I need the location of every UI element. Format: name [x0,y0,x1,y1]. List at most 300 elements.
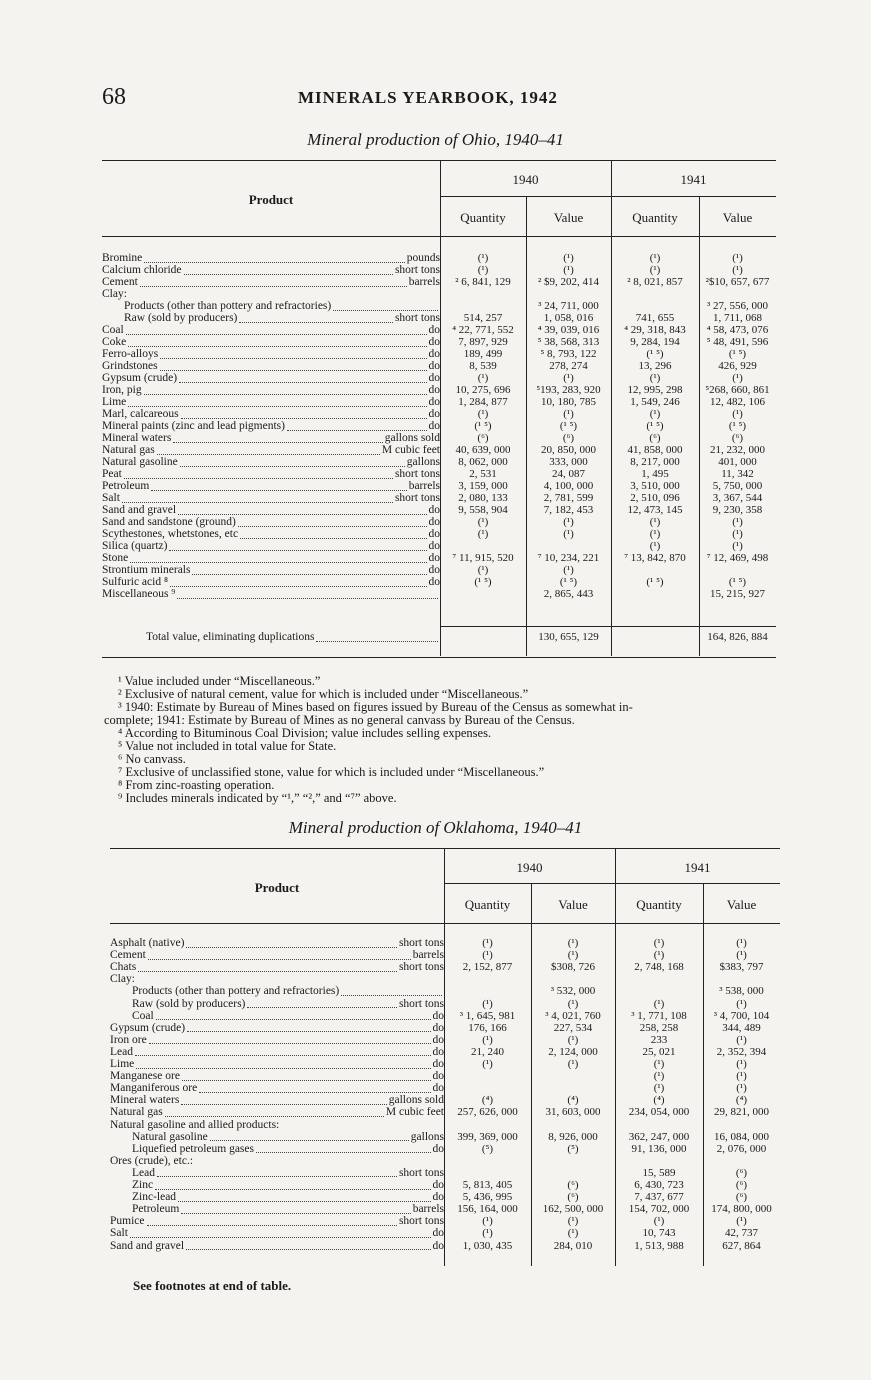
table-cell: ² 8, 021, 857 [627,276,683,288]
table-row-label [110,1216,444,1228]
table-cell: 2, 076, 000 [716,1142,767,1155]
product-name: Calcium chloride [102,264,182,276]
table-cell: 20, 850, 000 [541,444,596,456]
product-name: Zinc [132,1179,154,1191]
footnote-line: ⁶ No canvass. [118,752,186,766]
table-cell: 156, 164, 000 [457,1203,518,1216]
table-cell: 344, 489 [722,1021,761,1034]
table-cell: (¹) [732,528,743,540]
product-name: Zinc-lead [132,1191,177,1204]
table-cell: (¹) [482,1058,493,1070]
table-cell: 2, 152, 877 [462,961,513,974]
table-cell: 399, 369, 000 [457,1130,518,1143]
oklahoma-header-year-1941: 1941 [684,860,711,875]
table-cell: ² 6, 841, 129 [455,276,511,288]
table-row-label [102,517,440,529]
product-name: Sand and gravel [102,504,177,516]
table-cell: (¹) [649,252,661,264]
product-name: Salt [110,1227,128,1240]
product-unit: do [428,420,440,432]
product-name: Marl, calcareous [102,408,179,420]
table-cell: 2, 352, 394 [716,1045,767,1058]
product-name: Products (other than pottery and refractories) [124,300,332,312]
table-cell: (¹) [563,372,574,384]
table-cell: (¹) [736,1215,747,1228]
table-cell: 2, 748, 168 [634,961,684,974]
table-cell: (¹) [482,1033,493,1046]
table-cell: ³ 1, 771, 108 [631,1009,687,1022]
product-name: Liquefied petroleum gases [132,1142,254,1155]
ohio-header-value-1941: Value [722,210,753,225]
product-name: Lime [110,1058,135,1070]
table-cell: (⁴) [653,1094,665,1107]
table-cell: 12, 473, 145 [627,504,683,516]
table-row-label [132,986,444,998]
table-cell: 154, 702, 000 [628,1203,690,1216]
product-unit: do [428,324,440,336]
product-unit: do [432,1227,444,1240]
table-cell: 25, 021 [642,1045,676,1058]
table-cell: (⁴) [567,1094,579,1107]
table-cell: 514, 257 [463,312,503,324]
table-cell: ³ 4, 021, 760 [545,1009,601,1022]
table-cell: (¹) [567,937,579,949]
table-cell: (¹) [736,949,747,962]
product-unit: short tons [398,997,444,1010]
table-row-label [110,950,444,962]
product-name: Stone [102,552,129,564]
table-cell: (¹) [736,1082,747,1095]
table-cell: 7, 182, 453 [543,504,594,516]
oklahoma-header-quantity-1940: Quantity [464,897,511,912]
table-cell: 8, 062, 000 [458,456,508,468]
table-row-label [102,589,440,601]
oklahoma-header-product: Product [254,880,300,895]
table-row-label [110,938,444,950]
table-cell: 627, 864 [722,1239,761,1252]
oklahoma-header-rule [110,923,780,924]
footnote-line: ⁵ Value not included in total value for State. [118,739,337,753]
table-cell: ³ 1, 645, 981 [459,1009,516,1022]
table-row-label [102,253,440,265]
table-row-label [102,577,440,589]
product-unit: do [428,516,440,528]
table-cell: 741, 655 [635,312,675,324]
table-cell: (¹) [649,528,661,540]
product-unit: short tons [398,1166,444,1179]
footnote-line: ¹ Value included under “Miscellaneous.” [118,674,321,688]
table-row-label [124,301,440,313]
table-cell: 3, 367, 544 [712,492,763,504]
product-unit: gallons [410,1130,444,1143]
table-cell: ²$10, 657, 677 [705,276,770,288]
table-cell: 7, 437, 677 [634,1191,684,1204]
product-unit: do [428,564,440,576]
table-row-label [102,433,440,445]
table-cell: 21, 232, 000 [710,444,765,456]
product-name: Manganiferous ore [110,1082,198,1095]
table-cell: (¹) [567,949,579,962]
product-unit: short tons [398,1215,444,1228]
product-name: Sand and gravel [110,1239,185,1252]
product-name: Natural gasoline [132,1130,208,1143]
table-cell: (¹ ⁵) [646,576,664,588]
table-cell: 11, 342 [721,468,754,480]
table-cell: 5, 750, 000 [712,480,763,492]
table-cell: 5, 813, 405 [462,1179,513,1191]
table-cell: ⁴ 39, 039, 016 [537,324,600,336]
table-cell: 15, 215, 927 [710,588,765,600]
table-cell: 8, 926, 000 [548,1130,598,1143]
table-cell: 2, 510, 096 [630,492,680,504]
table-cell: ⁷ 12, 469, 498 [706,552,769,564]
table-row-label [102,397,440,409]
table-row-label [102,373,440,385]
product-unit: do [428,372,440,384]
table-cell: ⁴ 22, 771, 552 [452,324,514,336]
product-name: Cement [110,949,146,962]
product-name: Asphalt (native) [110,937,185,949]
table-cell: $308, 726 [551,961,595,974]
oklahoma-table-title: Mineral production of Oklahoma, 1940–41 [288,818,583,837]
table-cell: 227, 534 [553,1021,593,1034]
product-unit: do [432,1142,444,1155]
product-name: Ores (crude), etc.: [110,1154,194,1167]
table-cell: 41, 858, 000 [627,444,683,456]
table-cell: 4, 100, 000 [543,480,594,492]
table-cell: (⁶) [735,1166,748,1179]
table-cell: (¹) [653,1058,665,1070]
table-cell: ³ 538, 000 [719,985,764,998]
oklahoma-header-value-1941: Value [726,897,757,912]
table-cell: ⁴ 29, 318, 843 [624,324,686,336]
table-cell: (¹) [477,516,489,528]
table-cell: 8, 217, 000 [630,456,680,468]
table-row-label [102,565,440,577]
product-name: Cement [102,276,138,288]
product-unit: do [428,576,440,588]
product-name: Peat [102,468,122,480]
table-cell: 333, 000 [549,456,588,468]
table-cell: 6, 430, 723 [634,1179,684,1191]
table-cell: (¹) [736,1070,747,1083]
table-row-label [110,1071,444,1083]
table-cell: ³ 24, 711, 000 [538,300,599,312]
product-name: Clay: [110,973,135,986]
product-unit: do [432,1179,444,1191]
table-cell: 12, 482, 106 [710,396,765,408]
table-cell: 278, 274 [549,360,588,372]
table-row-label [102,349,440,361]
table-row-label [102,553,440,565]
table-cell: 1, 513, 988 [634,1239,684,1252]
table-cell: 3, 510, 000 [630,480,680,492]
product-name: Lead [132,1166,155,1179]
product-unit: do [432,1082,444,1095]
table-cell: (¹) [567,1058,579,1070]
table-cell: ⁷ 13, 842, 870 [624,552,686,564]
product-name: Pumice [110,1215,145,1228]
oklahoma-year-rule [444,883,780,884]
table-cell: (⁴) [735,1094,748,1107]
table-row-label [102,265,440,277]
table-cell: 40, 639, 000 [455,444,511,456]
table-cell: (⁶) [567,1179,579,1191]
table-row-label [132,999,444,1011]
ohio-total-rule [440,626,776,627]
table-row-label [102,361,440,373]
ohio-header-rule [102,236,776,237]
table-row-label [110,1120,444,1132]
product-name: Strontium minerals [102,564,191,576]
table-row-label [110,1241,444,1253]
product-unit: short tons [398,961,444,974]
table-row-label [110,1107,444,1119]
table-cell: ³ 532, 000 [550,985,596,998]
product-name: Silica (quartz) [102,540,168,552]
table-cell: (¹ ⁵) [728,348,747,360]
table-cell: 15, 589 [642,1166,676,1179]
table-cell: ⁵ 8, 793, 122 [540,348,597,360]
table-row-label [110,1059,444,1071]
table-cell: 2, 781, 599 [543,492,594,504]
product-unit: gallons sold [384,432,440,444]
product-name: Gypsum (crude) [102,372,178,384]
table-row-label [132,1011,444,1023]
table-cell: (¹) [567,1033,579,1046]
table-cell: (¹) [477,372,489,384]
table-cell: 10, 275, 696 [455,384,511,396]
table-row-label [102,541,440,553]
table-cell: (¹) [736,937,747,949]
ohio-bottom-rule [102,657,776,658]
table-cell: 162, 500, 000 [542,1203,604,1216]
product-unit: short tons [394,492,440,504]
product-unit: do [432,1191,444,1204]
table-cell: ³ 4, 700, 104 [713,1009,770,1022]
table-row-label [110,1156,444,1168]
table-cell: (¹) [567,1227,579,1240]
product-unit: do [428,360,440,372]
footnote-line: ² Exclusive of natural cement, value for which is included under “Miscellaneous.” [118,687,529,701]
ohio-year-rule [440,196,776,197]
table-row-label [102,529,440,541]
table-cell: (¹) [477,408,489,420]
product-name: Mineral paints (zinc and lead pigments) [102,420,285,432]
ohio-table-title: Mineral production of Ohio, 1940–41 [307,130,564,149]
table-cell: 2, 080, 133 [458,492,508,504]
table-cell: 1, 030, 435 [462,1239,513,1252]
table-row-label [102,481,440,493]
table-cell: 91, 136, 000 [631,1142,687,1155]
product-name: Coke [102,336,127,348]
table-cell: 1, 058, 016 [543,312,594,324]
table-row-label [102,277,440,289]
product-unit: do [428,540,440,552]
table-cell: (⁵) [481,1142,494,1155]
ohio-total-1941: 164, 826, 884 [707,631,768,643]
table-cell: ⁵193, 283, 920 [536,384,601,396]
table-cell: (¹ ⁵) [728,576,747,588]
footnote-line: ⁸ From zinc-roasting operation. [118,778,275,792]
product-unit: do [432,1021,444,1034]
ohio-header-product: Product [248,192,294,207]
table-cell: ⁴ 58, 473, 076 [706,324,769,336]
table-cell: 9, 284, 194 [630,336,680,348]
table-row-label [110,1023,444,1035]
table-row-label [102,457,440,469]
table-cell: (¹) [649,540,661,552]
ohio-header-quantity-1941: Quantity [632,210,678,225]
table-cell: (¹) [732,252,743,264]
ohio-total-label: Total value, eliminating duplications [146,631,315,643]
footnote-line: ⁹ Includes minerals indicated by “¹,” “²,” and “⁷” above. [118,791,397,805]
product-name: Natural gas [110,1106,163,1119]
oklahoma-header-quantity-1941: Quantity [636,897,682,912]
table-row-label [110,1083,444,1095]
table-cell: (¹) [563,564,574,576]
product-unit: short tons [394,264,440,276]
table-cell: 284, 010 [553,1239,593,1252]
product-name: Mineral waters [110,1094,180,1107]
product-unit: do [432,1239,444,1252]
table-cell: (¹) [567,1215,579,1228]
product-name: Grindstones [102,360,158,372]
table-row-label [102,445,440,457]
table-row-label [102,409,440,421]
product-unit: do [428,504,440,516]
table-cell: (⁶) [562,432,575,444]
table-cell: 12, 995, 298 [627,384,683,396]
table-row-label [132,1132,444,1144]
product-name: Raw (sold by producers) [132,997,246,1010]
table-row-label [110,1095,444,1107]
table-cell: 1, 711, 068 [712,312,763,324]
table-cell: 7, 897, 929 [458,336,508,348]
table-row-label [132,1180,444,1192]
product-unit: short tons [394,468,440,480]
product-name: Clay: [102,288,127,300]
product-unit: barrels [412,949,444,962]
table-cell: (¹) [482,997,493,1010]
table-cell: (¹ ⁵) [646,348,664,360]
table-cell: 1, 495 [641,468,669,480]
product-unit: M cubic feet [381,444,440,456]
table-cell: 5, 436, 995 [462,1191,513,1204]
table-cell: 2, 124, 000 [548,1045,598,1058]
table-cell: (¹) [482,1227,493,1240]
table-cell: (⁶) [649,432,661,444]
table-cell: 13, 296 [638,360,672,372]
product-name: Manganese ore [110,1070,180,1083]
product-unit: barrels [408,480,440,492]
table-cell: ⁷ 11, 915, 520 [452,552,514,564]
ohio-total-row [146,632,440,644]
product-name: Lead [110,1045,133,1058]
table-cell: (¹) [482,1215,493,1228]
product-name: Bromine [102,252,143,264]
table-cell: (¹) [736,1058,747,1070]
table-cell: (⁵) [567,1142,579,1155]
table-row-label [102,493,440,505]
product-name: Products (other than pottery and refractories) [132,985,340,998]
table-cell: (¹ ⁵) [474,576,492,588]
table-row-label [124,313,440,325]
table-cell: (¹) [653,997,665,1010]
table-cell: 234, 054, 000 [628,1106,690,1119]
product-unit: do [428,396,440,408]
table-cell: (¹ ⁵) [559,576,578,588]
product-unit: do [432,1070,444,1083]
table-cell: (¹) [736,997,747,1010]
product-unit: do [428,384,440,396]
table-cell: (¹ ⁵) [728,420,747,432]
footnote-line: ³ 1940: Estimate by Bureau of Mines based on figures issued by Bureau of the Census as somewhat in- [118,700,633,714]
table-cell: ² $9, 202, 414 [537,276,600,288]
product-unit: do [432,1045,444,1058]
table-cell: 31, 603, 000 [545,1106,601,1119]
product-unit: pounds [406,252,440,264]
product-name: Petroleum [132,1203,180,1216]
product-unit: short tons [398,937,444,949]
table-cell: ³ 27, 556, 000 [706,300,769,312]
ohio-header-year-1941: 1941 [680,172,707,187]
product-name: Salt [102,492,120,504]
product-unit: short tons [394,312,440,324]
table-cell: (¹) [732,516,743,528]
table-cell: (¹) [563,252,574,264]
table-cell: (⁴) [481,1094,494,1107]
product-name: Ferro-alloys [102,348,159,360]
table-cell: (¹) [732,408,743,420]
table-cell: (¹) [477,252,489,264]
product-name: Natural gasoline [102,456,178,468]
product-name: Sand and sandstone (ground) [102,516,236,528]
ohio-top-rule [102,160,776,161]
table-cell: (¹) [732,540,743,552]
table-row-label [102,469,440,481]
table-cell: (¹) [567,997,579,1010]
table-cell: (¹) [649,516,661,528]
product-name: Coal [132,1009,154,1022]
table-cell: (¹) [732,264,743,276]
table-row-label [110,974,444,986]
table-cell: ⁵ 38, 568, 313 [537,336,600,348]
table-cell: (¹) [649,372,661,384]
table-row-label [132,1168,444,1180]
table-cell: (¹ ⁵) [474,420,492,432]
product-name: Miscellaneous ⁹ [102,588,176,600]
table-row-label [102,385,440,397]
table-cell: (⁶) [567,1191,579,1204]
product-name: Chats [110,961,137,974]
product-unit: gallons [406,456,440,468]
product-name: Sulfuric acid ⁸ [102,576,168,588]
oklahoma-top-rule [110,848,780,849]
ohio-header-year-1940: 1940 [512,172,539,187]
table-cell: 9, 230, 358 [712,504,763,516]
table-row-label [110,1047,444,1059]
table-cell: ⁵ 48, 491, 596 [706,336,769,348]
table-row-label [102,421,440,433]
product-name: Iron, pig [102,384,142,396]
table-cell: 189, 499 [463,348,503,360]
product-unit: do [428,552,440,564]
see-footnotes-note: See footnotes at end of table. [133,1278,292,1293]
product-name: Mineral waters [102,432,172,444]
product-name: Gypsum (crude) [110,1021,186,1034]
oklahoma-header-value-1940: Value [558,897,588,912]
